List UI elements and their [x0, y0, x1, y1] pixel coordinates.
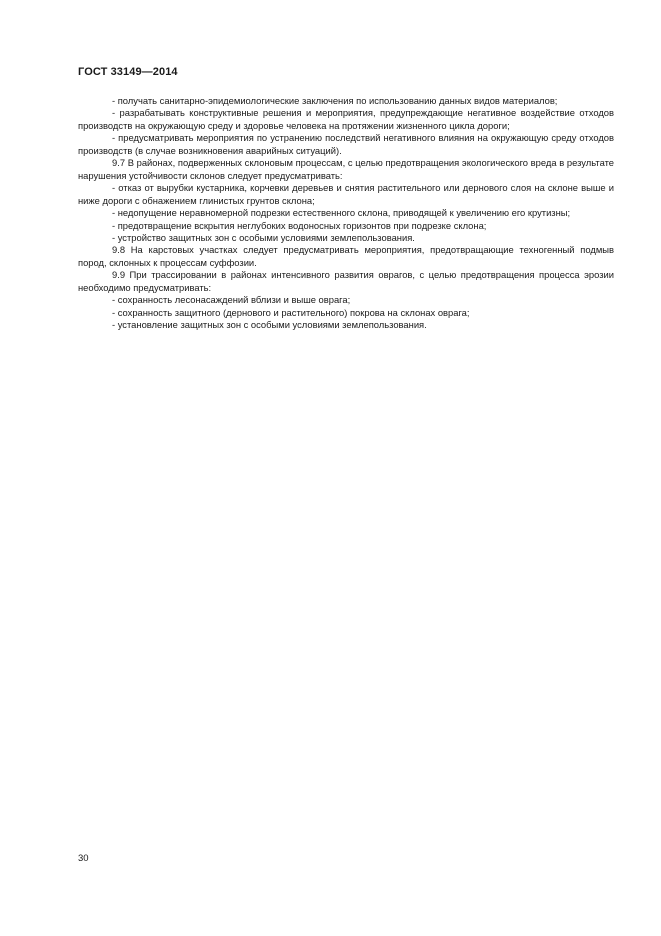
paragraph: - отказ от вырубки кустарника, корчевки деревьев и снятия растительного или дернового слоя на склоне выше и ниже дороги с обнажением глинистых грунтов склона;	[78, 182, 614, 206]
paragraph: 9.7 В районах, подверженных склоновым процессам, с целью предотвращения экологического вреда в результате нарушения устойчивости склонов следует предусматривать:	[78, 157, 614, 181]
document-header: ГОСТ 33149—2014	[78, 66, 178, 78]
paragraph: - сохранность лесонасаждений вблизи и выше оврага;	[112, 294, 351, 306]
paragraph: - получать санитарно-эпидемиологические заключения по использованию данных видов материалов;	[112, 95, 558, 106]
paragraph: - предотвращение вскрытия неглубоких водоносных горизонтов при подрезке склона;	[112, 219, 487, 231]
paragraph: - устройство защитных зон с особыми условиями землепользования.	[112, 231, 415, 243]
paragraph: 9.8 На карстовых участках следует предусматривать мероприятия, предотвращающие техногенный подмыв пород, склонных к процессам суффозии.	[78, 244, 614, 268]
paragraph: - сохранность защитного (дернового и растительного) покрова на склонах оврага;	[112, 306, 470, 318]
paragraph: - установление защитных зон с особыми условиями землепользования.	[112, 319, 427, 331]
document-body	[78, 95, 614, 332]
paragraph: - недопущение неравномерной подрезки естественного склона, приводящей к увеличению его крутизны;	[112, 207, 571, 219]
paragraph: 9.9 При трассировании в районах интенсивного развития оврагов, с целью предотвращения процесса эрозии необходимо предусматривать:	[78, 269, 614, 293]
page-number: 30	[78, 853, 89, 864]
paragraph: - разрабатывать конструктивные решения и мероприятия, предупреждающие негативное воздействие отходов производств на окружающую среду и здоровье человека на протяжении жизненного цикла дороги;	[78, 107, 614, 131]
paragraph: - предусматривать мероприятия по устранению последствий негативного влияния на окружающую среду отходов производств (в случае возникновения аварийных ситуаций).	[78, 132, 614, 156]
